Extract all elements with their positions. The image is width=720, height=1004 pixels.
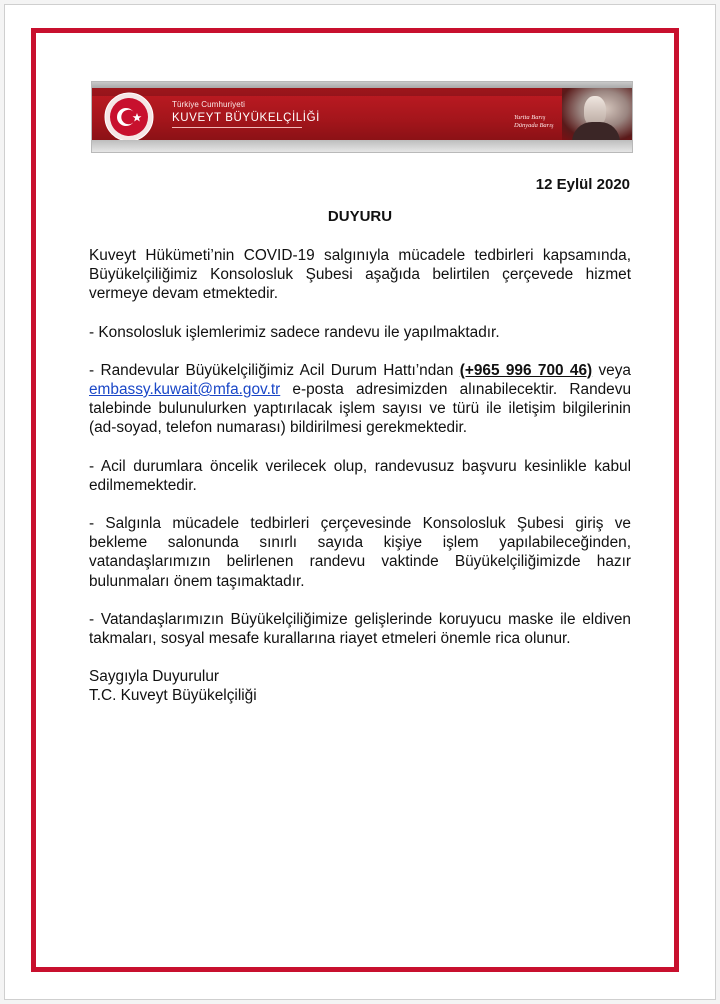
item2-text-end: e-posta adresimizden alınabilecektir. Randevu talebinde bulunulurken yaptırılacak işlem sayısı ve türü ile iletişim bilgilerinin (ad-soyad, telefon numarası) bildirilmesi gerekmektedir. — [89, 381, 631, 437]
republic-label: Türkiye Cumhuriyeti — [172, 100, 246, 109]
intro-paragraph: Kuveyt Hükümeti’nin COVID-19 salgınıyla mücadele tedbirleri kapsamında, Büyükelçiliğimiz Konsolosluk Şubesi aşağıda belirtilen çerçevede hizmet vermeye devam etmektedir. — [89, 247, 631, 303]
item2-text-mid: veya — [592, 361, 631, 379]
item-priority: - Acil durumlara öncelik verilecek olup, randevusuz başvuru kesinlikle kabul edilmemektedir. — [89, 457, 631, 494]
item-appointment-only: - Konsolosluk işlemlerimiz sadece randevu ile yapılmaktadır. — [89, 323, 500, 341]
motto-line-2: Dünyada Barış — [514, 122, 554, 129]
item-appointment-contact — [89, 361, 631, 438]
document-title: DUYURU — [327, 208, 393, 225]
motto — [514, 114, 554, 130]
signature-line: T.C. Kuveyt Büyükelçiliği — [89, 687, 257, 705]
embassy-name: KUVEYT BÜYÜKELÇİLİĞİ — [172, 112, 320, 124]
email-link[interactable]: embassy.kuwait@mfa.gov.tr — [89, 381, 281, 399]
turkish-emblem-seal-icon — [104, 92, 154, 142]
emergency-phone[interactable]: (+965 996 700 46) — [459, 361, 593, 379]
document-date: 12 Eylül 2020 — [535, 176, 630, 193]
item2-text-start: - Randevular Büyükelçiliğimiz Acil Durum Hattı’ndan — [89, 361, 460, 379]
motto-line-1: Yurtta Barış — [514, 114, 546, 121]
portrait-body — [572, 122, 620, 142]
embassy-banner — [92, 82, 632, 152]
item-masks: - Vatandaşlarımızın Büyükelçiliğimize gelişlerinde koruyucu maske ile eldiven takmaları, sosyal mesafe kurallarına riayet etmeleri önemle rica olunur. — [89, 610, 631, 648]
portrait-image — [562, 88, 632, 140]
document-body — [89, 246, 631, 706]
banner-dark-band — [92, 88, 632, 96]
item-limited-capacity: - Salgınla mücadele tedbirleri çerçevesinde Konsolosluk Şubesi giriş ve bekleme salonunda sınırlı sayıda kişiye işlem yapılabileceğinden, vatandaşlarımızın belirlenen randevu vaktinde Büyükelçiliğimizde hazır bulunmaları önem taşımaktadır. — [89, 515, 631, 590]
banner-bottom-strip — [92, 140, 632, 152]
closing-line: Saygıyla Duyurulur — [89, 668, 220, 686]
